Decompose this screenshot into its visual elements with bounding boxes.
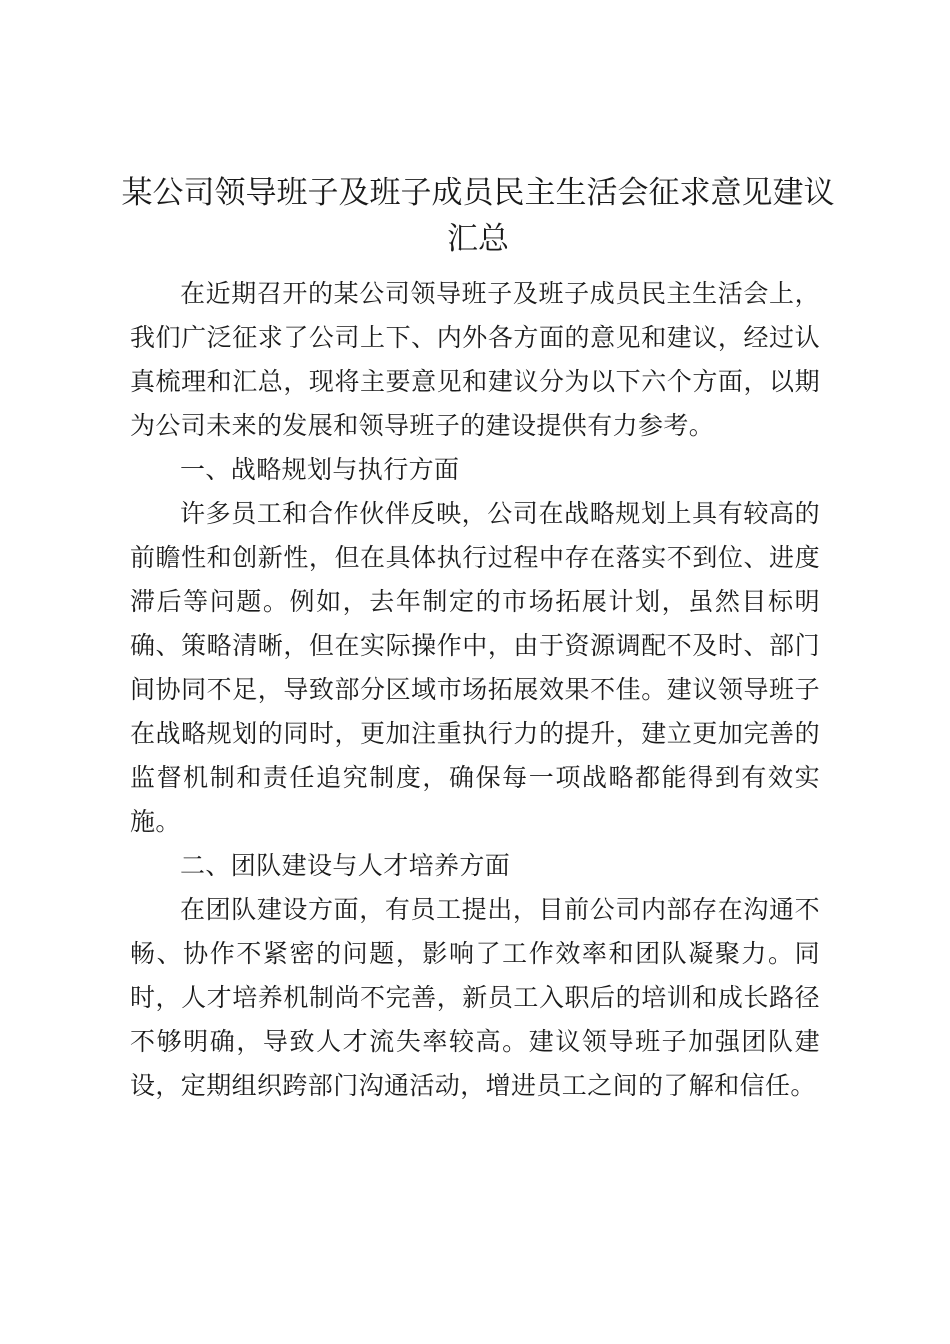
intro-paragraph: 在近期召开的某公司领导班子及班子成员民主生活会上，我们广泛征求了公司上下、内外各方面的意见和建议，经过认真梳理和汇总，现将主要意见和建议分为以下六个方面，以期为公司未来的发展和领导班子的建设提供有力参考。	[130, 279, 820, 440]
section-heading-strategy: 一、战略规划与执行方面	[180, 455, 460, 484]
document-body	[130, 272, 820, 1108]
document-title: 某公司领导班子及班子成员民主生活会征求意见建议汇总	[121, 175, 835, 257]
section-paragraph-team: 在团队建设方面，有员工提出，目前公司内部存在沟通不畅、协作不紧密的问题，影响了工作效率和团队凝聚力。同时，人才培养机制尚不完善，新员工入职后的培训和成长路径不够明确，导致人才流失率较高。建议领导班子加强团队建设，定期组织跨部门沟通活动，增进员工之间的了解和信任。	[130, 895, 820, 1100]
section-heading-team: 二、团队建设与人才培养方面	[180, 851, 511, 880]
section-paragraph-strategy: 许多员工和合作伙伴反映，公司在战略规划上具有较高的前瞻性和创新性，但在具体执行过程中存在落实不到位、进度滞后等问题。例如，去年制定的市场拓展计划，虽然目标明确、策略清晰，但在实际操作中，由于资源调配不及时、部门间协同不足，导致部分区域市场拓展效果不佳。建议领导班子在战略规划的同时，更加注重执行力的提升，建立更加完善的监督机制和责任追究制度，确保每一项战略都能得到有效实施。	[130, 499, 820, 836]
